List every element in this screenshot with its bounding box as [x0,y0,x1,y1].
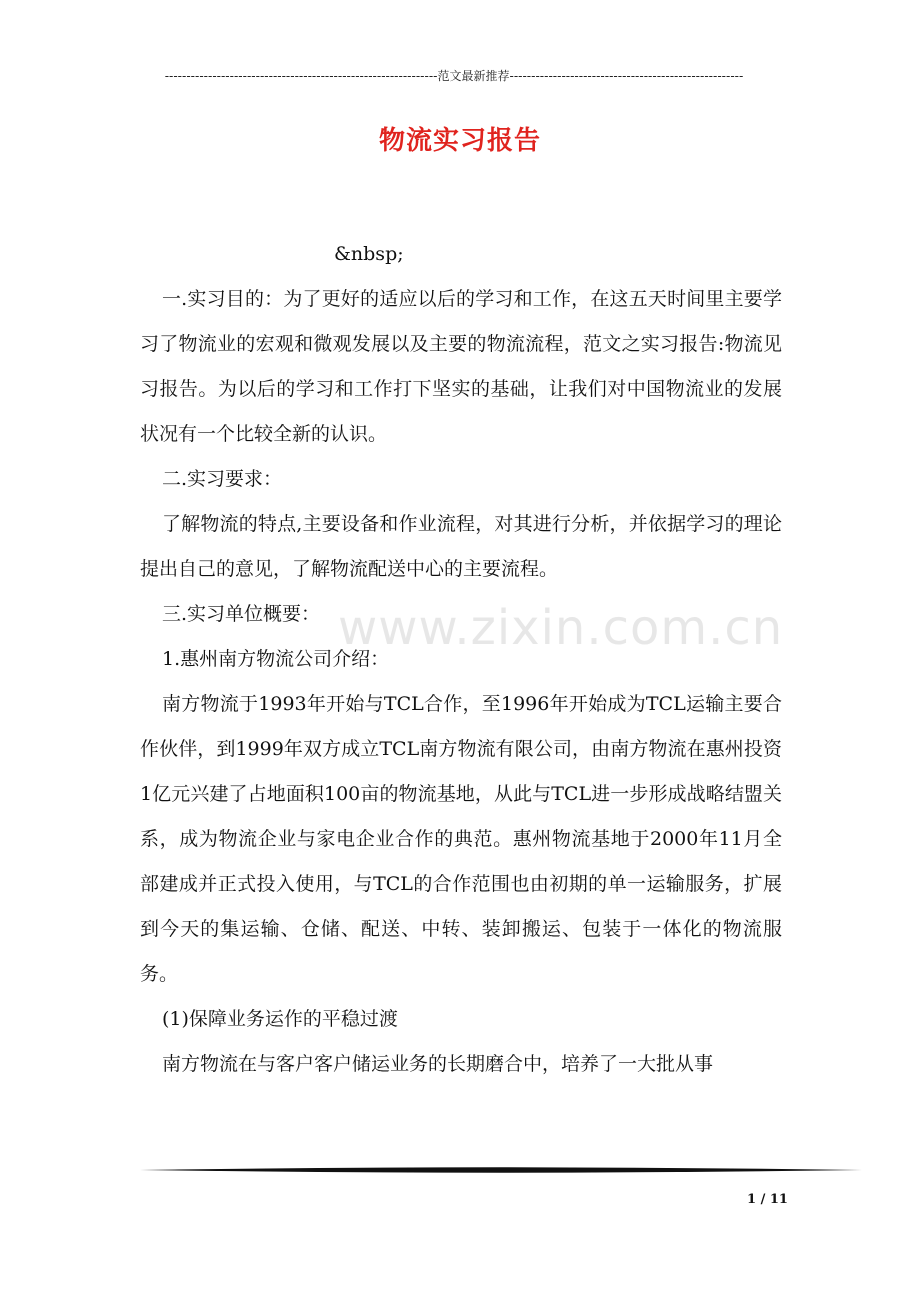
paragraph-company-intro: 南方物流于1993年开始与TCL合作，至1996年开始成为TCL运输主要合作伙伴，到1999年双方成立TCL南方物流有限公司，由南方物流在惠州投资1亿元兴建了占地面积100亩的物流基地，从此与TCL进一步形成战略结盟关系，成为物流企业与家电企业合作的典范。惠州物流基地于2000年11月全部建成并正式投入使用，与TCL的合作范围也由初期的单一运输服务，扩展到今天的集运输、仓储、配送、中转、装卸搬运、包装于一体化的物流服务。 [140,693,782,985]
watermark: www.zixin.com.cn [338,600,784,656]
heading-requirements: 二.实习要求： [162,468,283,490]
paragraph-requirements: 了解物流的特点,主要设备和作业流程，对其进行分析，并依据学习的理论提出自己的意见，了解物流配送中心的主要流程。 [140,513,782,580]
header-separator: ---------------------------------------------------------------范文最新推荐------------------------------------------------------ [164,69,744,83]
footer-rule [140,1166,862,1174]
paragraph-transition: 南方物流在与客户客户储运业务的长期磨合中，培养了一大批从事 [162,1053,714,1075]
nbsp-line: &nbsp; [334,243,404,265]
heading-company-intro: 1.惠州南方物流公司介绍： [162,648,390,670]
paragraph-purpose: 一.实习目的：为了更好的适应以后的学习和工作，在这五天时间里主要学习了物流业的宏观和微观发展以及主要的物流流程，范文之实习报告:物流见习报告。为以后的学习和工作打下坚实的基础，让我们对中国物流业的发展状况有一个比较全新的认识。 [140,288,782,445]
document-title: 物流实习报告 [378,126,541,156]
heading-overview: 三.实习单位概要： [162,603,321,625]
page-number: 1 / 11 [747,1192,788,1207]
heading-transition: (1)保障业务运作的平稳过渡 [162,1008,398,1030]
document-body [140,232,782,1087]
